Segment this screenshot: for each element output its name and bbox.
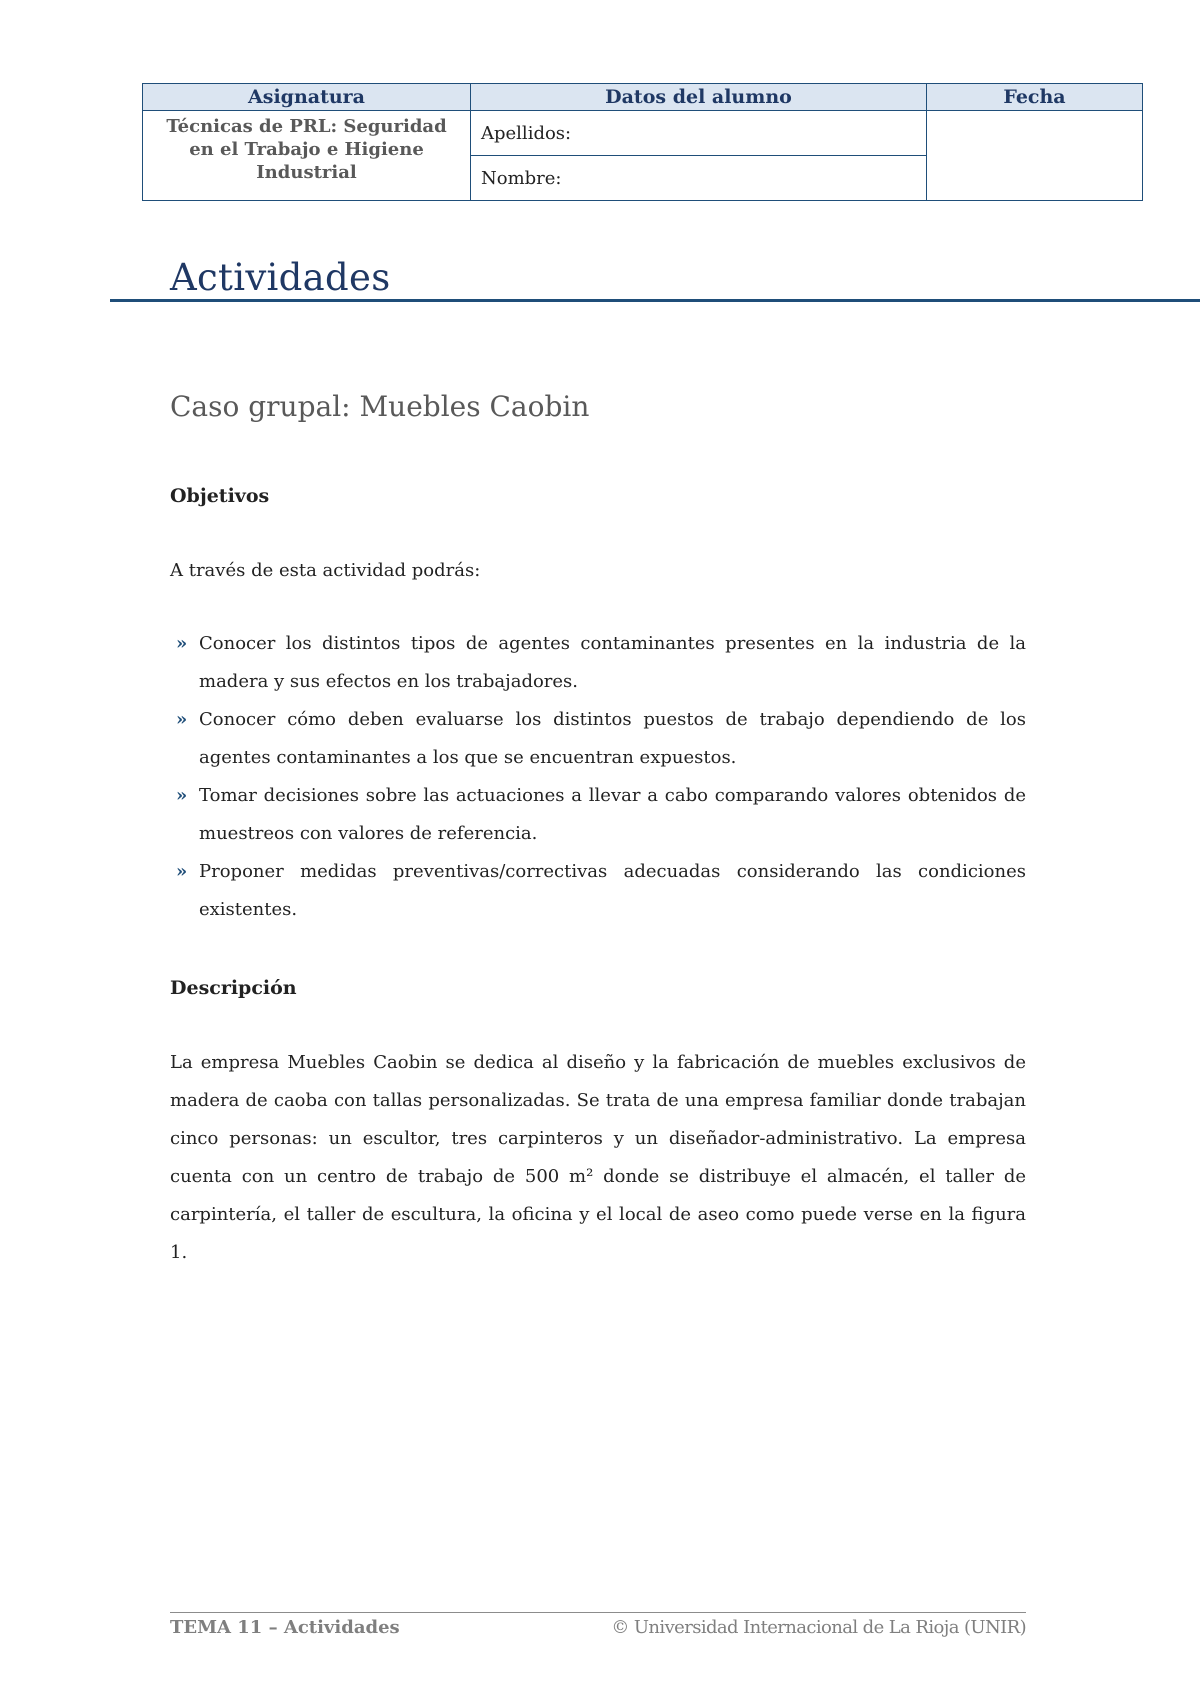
list-item-text: Conocer los distintos tipos de agentes contaminantes presentes en la industria de la madera y sus efectos en los trabajadores.: [199, 633, 1026, 692]
footer-divider: [170, 1612, 1026, 1613]
double-chevron-right-icon: »: [176, 633, 188, 654]
double-chevron-right-icon: »: [176, 785, 188, 806]
fecha-field[interactable]: [927, 111, 1143, 201]
header-col-date: Fecha: [927, 84, 1143, 111]
subject-line-2: en el Trabajo e Higiene: [189, 139, 424, 160]
footer-topic: TEMA 11 – Actividades: [170, 1617, 400, 1638]
list-item-text: Conocer cómo deben evaluarse los distintos puestos de trabajo dependiendo de los agentes contaminantes a los que se encuentran expuestos.: [199, 709, 1026, 768]
subject-cell: [143, 111, 471, 201]
objetivos-list: [170, 625, 1026, 929]
header-col-subject: Asignatura: [143, 84, 471, 111]
footer-copyright: © Universidad Internacional de La Rioja (UNIR): [611, 1617, 1026, 1638]
list-item: [170, 853, 1026, 929]
descripcion-paragraph: La empresa Muebles Caobin se dedica al diseño y la fabricación de muebles exclusivos de madera de caoba con tallas personalizadas. Se trata de una empresa familiar donde trabajan cinco personas: un escultor, tres carpinteros y un diseñador-administrativo. La empresa cuenta con un centro de trabajo de 500 m² donde se distribuye el almacén, el taller de carpintería, el taller de escultura, la oficina y el local de aseo como puede verse en la figura 1.: [170, 1052, 1026, 1263]
nombre-field[interactable]: Nombre:: [471, 156, 927, 201]
list-item-text: Proponer medidas preventivas/correctivas adecuadas considerando las condiciones existentes.: [199, 861, 1026, 920]
header-table: [142, 83, 1143, 201]
objetivos-intro: A través de esta actividad podrás:: [170, 560, 481, 581]
apellidos-field[interactable]: Apellidos:: [471, 111, 927, 156]
list-item: [170, 777, 1026, 853]
objetivos-heading: Objetivos: [170, 485, 270, 507]
descripcion-heading: Descripción: [170, 977, 297, 999]
subject-line-1: Técnicas de PRL: Seguridad: [166, 116, 447, 137]
list-item-text: Tomar decisiones sobre las actuaciones a llevar a cabo comparando valores obtenidos de muestreos con valores de referencia.: [199, 785, 1026, 844]
subject-line-3: Industrial: [256, 162, 357, 183]
double-chevron-right-icon: »: [176, 709, 188, 730]
list-item: [170, 625, 1026, 701]
title-divider: [110, 299, 1200, 302]
double-chevron-right-icon: »: [176, 861, 188, 882]
page-title: Actividades: [170, 256, 391, 299]
section-title: Caso grupal: Muebles Caobin: [170, 390, 590, 423]
header-col-student: Datos del alumno: [471, 84, 927, 111]
list-item: [170, 701, 1026, 777]
